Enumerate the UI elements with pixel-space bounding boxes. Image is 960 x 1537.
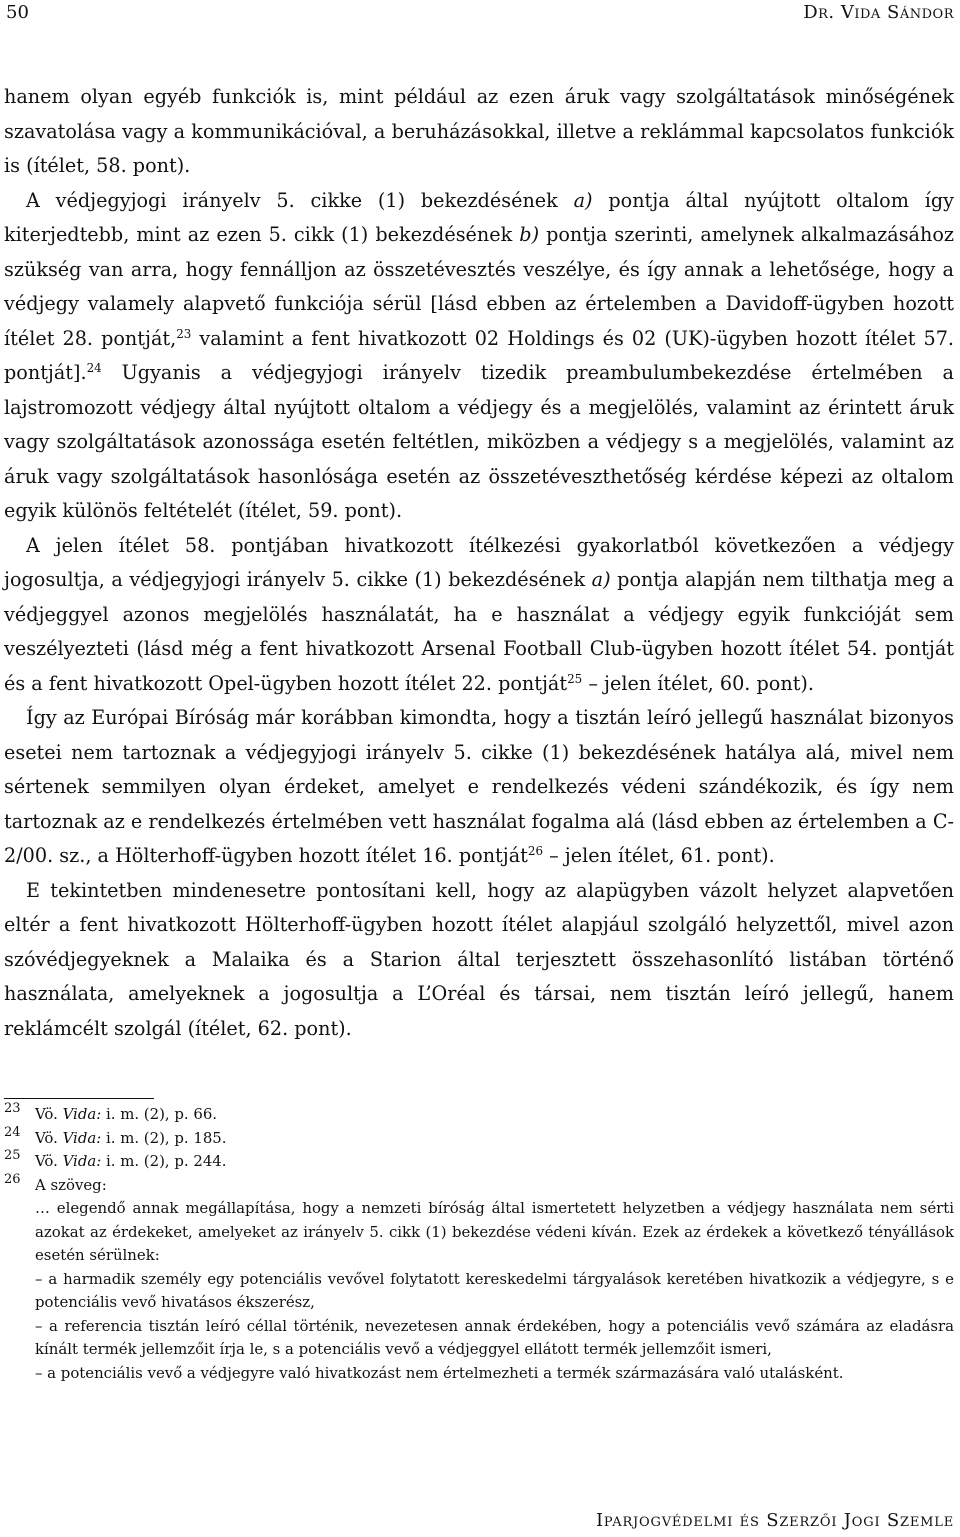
- footnote-25: [4, 1150, 954, 1174]
- text-run: Vö.: [35, 1105, 63, 1123]
- footnote-23: [4, 1103, 954, 1127]
- footnote-divider: [4, 1098, 154, 1099]
- text-run: valamint a fent hivatkozott 02 Holdings és 02 (UK)-ügyben hozott ítélet 57. pontját].: [4, 326, 954, 384]
- footnote-ref[interactable]: 24: [86, 360, 102, 375]
- italic-text: Vida:: [62, 1152, 102, 1170]
- text-run: i. m. (2), p. 244.: [101, 1152, 227, 1170]
- footnote-number: 24: [4, 1124, 21, 1140]
- italic-text: a): [573, 188, 593, 212]
- footnote-ref[interactable]: 25: [567, 671, 583, 686]
- main-text: [4, 80, 954, 1046]
- footnote-26: [4, 1171, 954, 1198]
- paragraph: [4, 80, 954, 184]
- paragraph: [4, 529, 954, 702]
- text-run: Vö.: [35, 1128, 63, 1147]
- footnote-26-quote: … elegendő annak megállapítása, hogy a nemzeti bíróság által ismertetett helyzetben a védjegy használata nem sérti azokat az érdekeket, amelyeket az irányelv 5. cikk (1) bekezdése védeni kíván. Ezek az érdekek a következő tényállások esetén sérülnek:: [35, 1199, 954, 1264]
- text-run: pontja által nyújtott oltalom így kiterjedtebb, mint az ezen 5. cikk (1) bekezdésének: [4, 188, 954, 246]
- text-run: Vö.: [35, 1152, 63, 1170]
- text-run: i. m. (2), p. 185.: [101, 1128, 227, 1147]
- running-head-author: Dr. Vida Sándor: [803, 2, 954, 23]
- footnote-ref[interactable]: 23: [176, 326, 192, 341]
- footnote-ref[interactable]: 26: [527, 843, 544, 858]
- italic-text: Vida:: [62, 1128, 102, 1147]
- text-run: Ugyanis a védjegyjogi irányelv tizedik preambulumbekezdése értelmében a lajstromozott védjegy által nyújtott oltalom a védjegy és a megjelölés, valamint az érintett áruk vagy szolgáltatások azonossága esetén feltétlen, miközben a védjegy s a megjelölés, valamint az áruk vagy szolgáltatások hasonlósága esetén az összetéveszthetőség kérdése képezi az oltalom egyik különös feltételét (ítélet, 59. pont).: [4, 361, 954, 522]
- page-number: 50: [6, 2, 29, 23]
- italic-text: a): [591, 568, 611, 591]
- text-run: A szöveg:: [35, 1175, 107, 1194]
- footnote-26-item: – a harmadik személy egy potenciális vevővel folytatott kereskedelmi tárgyalások keretében hivatkozik a védjegyre, s e potenciális vevő hivatásos ékszerész,: [35, 1269, 954, 1311]
- text-run: – jelen ítélet, 60. pont).: [582, 671, 814, 695]
- text-run: A védjegyjogi irányelv 5. cikke (1) bekezdésének: [26, 188, 574, 212]
- text-run: – jelen ítélet, 61. pont).: [543, 844, 775, 867]
- text-run: A jelen ítélet 58. pontjában hivatkozott ítélkezési gyakorlatból következően a védjegy jogosultja, a védjegyjogi irányelv 5. cikke (1) bekezdésének: [4, 533, 954, 591]
- text-run: E tekintetben mindenesetre pontosítani kell, hogy az alapügyben vázolt helyzet alapvetően eltér a fent hivatkozott Hölterhoff-ügyben hozott ítélet alapjául szolgáló helyzettől, mivel azon szóvédjegyeknek a Malaika és a Starion által terjesztett összehasonlító listában történő használata, amelyeknek a jogosultja a L’Oréal és társai, nem tisztán leíró jellegű, hanem reklámcélt szolgál (ítélet, 62. pont).: [4, 878, 954, 1040]
- journal-title-footer: Iparjogvédelmi és Szerzői Jogi Szemle: [596, 1510, 954, 1531]
- text-run: hanem olyan egyéb funkciók is, mint például az ezen áruk vagy szolgáltatások minőségének szavatolása vagy a kommunikációval, a beruházásokkal, illetve a reklámmal kapcsolatos funkciók is (ítélet, 58. pont).: [4, 85, 954, 177]
- paragraph: [4, 701, 954, 874]
- footnote-number: 26: [4, 1171, 21, 1187]
- footnote-26-item: – a referencia tisztán leíró céllal történik, nevezetesen annak érdekében, hogy a potenciális vevő számára az eladásra kínált termék jellemzőit írja le, s a potenciális vevő a védjeggyel ellátott termék jellemzőit ismeri,: [35, 1316, 954, 1358]
- footnotes: [4, 1103, 954, 1385]
- footnote-26-item: – a potenciális vevő a védjegyre való hivatkozást nem értelmezheti a termék származására való utalásként.: [35, 1363, 844, 1382]
- paragraph: [4, 184, 954, 529]
- italic-text: Vida:: [62, 1105, 102, 1123]
- page-header: [6, 2, 954, 26]
- text-run: Így az Európai Bíróság már korábban kimondta, hogy a tisztán leíró jellegű használat bizonyos esetei nem tartoznak a védjegyjogi irányelv 5. cikke (1) bekezdésének hatálya alá, mivel nem sértenek semmilyen olyan érdeket, amelyet e rendelkezés védeni szándékozik, és így nem tartoznak az e rendelkezés értelmében vett használat fogalma alá (lásd ebben az értelemben a C-2/00. sz., a Hölterhoff-ügyben hozott ítélet 16. pontját: [4, 706, 954, 867]
- footnote-number: 23: [4, 1101, 21, 1116]
- italic-text: b): [519, 223, 540, 246]
- text-run: i. m. (2), p. 66.: [101, 1105, 218, 1123]
- footnote-number: 25: [4, 1148, 21, 1163]
- paragraph: [4, 874, 954, 1047]
- text-run: pontja szerinti, amelynek alkalmazásához szükség van arra, hogy fennálljon az összetévesztés veszélye, és így annak a lehetősége, hogy a védjegy valamely alapvető funkciója sérül [lásd ebben az értelemben a Davidoff-ügyben hozott ítélet 28. pontját,: [4, 223, 954, 350]
- text-run: pontja alapján nem tilthatja meg a védjeggyel azonos megjelölés használatát, ha e használat a védjegy egyik funkcióját sem veszélyezteti (lásd még a fent hivatkozott Arsenal Football Club-ügyben hozott ítélet 54. pontját és a fent hivatkozott Opel-ügyben hozott ítélet 22. pontját: [4, 568, 954, 695]
- footnote-24: [4, 1124, 954, 1151]
